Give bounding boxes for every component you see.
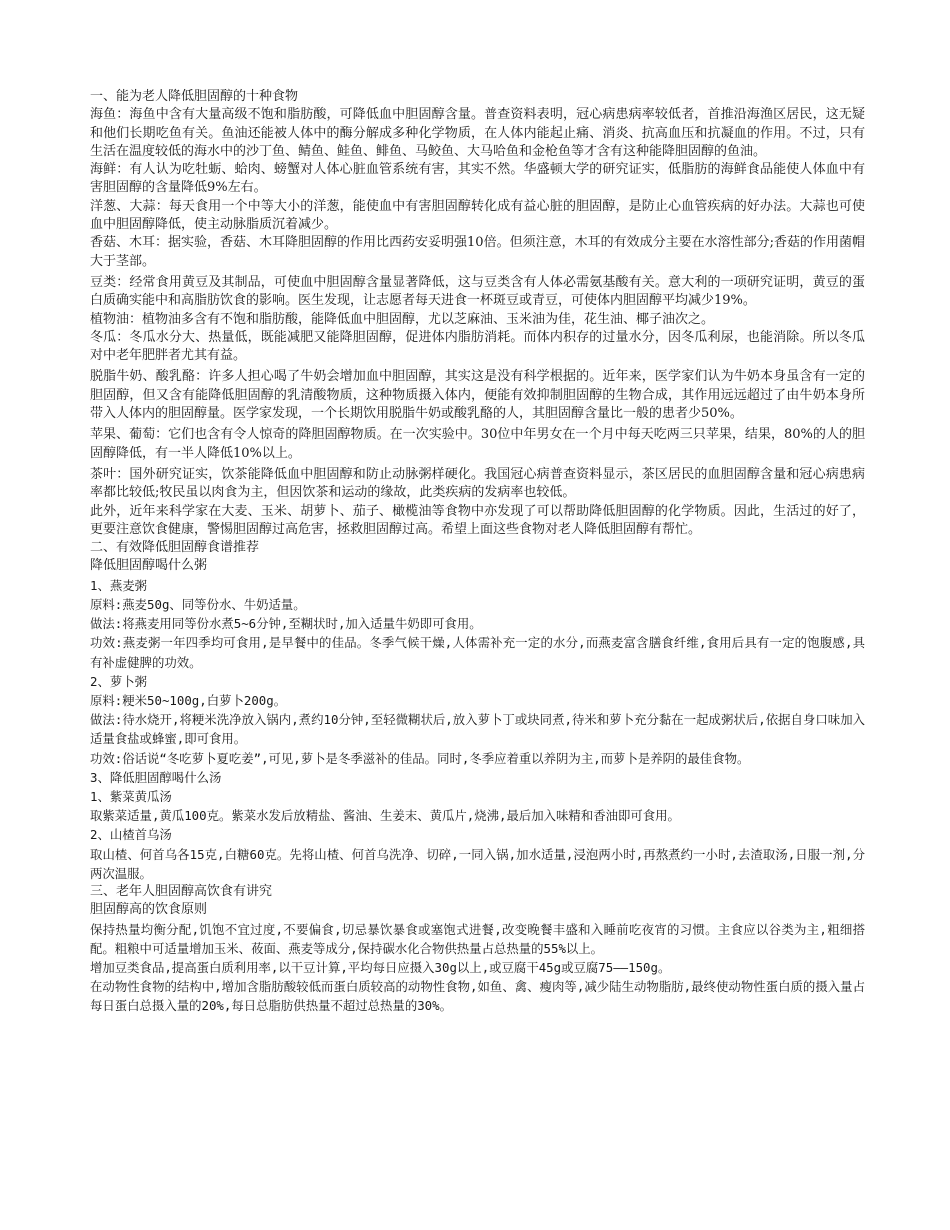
recipe-ingredients-radish: 原料:粳米50~100g,白萝卜200g。 (90, 692, 287, 708)
paragraph-conclusion: 此外，近年来科学家在大麦、玉米、胡萝卜、茄子、橄榄油等食物中亦发现了可以帮助降低胆固醇的化学物质。因此，生活过的好了，更要注意饮食健康，警惕胆固醇过高危害，拯救胆固醇过高。希望上面这些食物对老人降低胆固醇有帮忙。 (90, 503, 865, 537)
subheading-diet-principles: 胆固醇高的饮食原则 (90, 902, 208, 918)
diet-principle-protein: 在动物性食物的结构中,增加含脂肪酸较低而蛋白质较高的动物性食物,如鱼、禽、瘦肉等,减少陆生动物脂肪,最终使动物性蛋白质的摄入量占每日蛋白总摄入量的20%,每日总脂肪供热量不超过总热量的30%。 (90, 979, 865, 1014)
paragraph-mushroom-fungus: 香菇、木耳：据实验，香菇、木耳降胆固醇的作用比西药安妥明强10倍。但须注意，木耳的有效成分主要在水溶性部分;香菇的作用菌帽大于茎部。 (90, 235, 865, 269)
paragraph-apple-grape: 苹果、葡萄：它们也含有令人惊奇的降胆固醇物质。在一次实验中。30位中年男女在一个月中每天吃两三只苹果，结果，80%的人的胆固醇降低，有一半人降低10%以上。 (90, 427, 865, 461)
paragraph-tea: 茶叶：国外研究证实，饮茶能降低血中胆固醇和防止动脉粥样硬化。我国冠心病普查资料显示，茶区居民的血胆固醇含量和冠心病患病率都比较低;牧民虽以肉食为主，但因饮茶和运动的缘故，此类疾病的发病率也较低。 (90, 466, 865, 501)
subheading-soup: 3、降低胆固醇喝什么汤 (90, 769, 222, 785)
paragraph-skim-milk: 脱脂牛奶、酸乳酪：许多人担心喝了牛奶会增加血中胆固醇，其实这是没有科学根据的。近年来，医学家们认为牛奶本身虽含有一定的胆固醇，但又含有能降低胆固醇的乳清酸物质，这种物质摄入体内，便能有效抑制胆固醇的生物合成，其作用远远超过了由牛奶本身所带入人体内的胆固醇量。医学家发现，一个长期饮用脱脂牛奶或酸乳酪的人，其胆固醇含量比一般的患者少50%。 (90, 369, 865, 422)
recipe-title-seaweed-soup: 1、紫菜黄瓜汤 (90, 788, 172, 804)
paragraph-seafood: 海鲜：有人认为吃牡蛎、蛤肉、螃蟹对人体心脏血管系统有害，其实不然。华盛顿大学的研究证实，低脂肪的海鲜食品能使人体血中有害胆固醇的含量降低9%左右。 (90, 162, 865, 196)
recipe-method-hawthorn-soup: 取山楂、何首乌各15克,白糖60克。先将山楂、何首乌洗净、切碎,一同入锅,加水适量,浸泡两小时,再熬煮约一小时,去渣取汤,日服一剂,分两次温服。 (90, 846, 865, 881)
section-heading-diet: 三、老年人胆固醇高饮食有讲究 (90, 883, 273, 899)
subheading-porridge: 降低胆固醇喝什么粥 (90, 558, 208, 574)
section-heading-foods: 一、能为老人降低胆固醇的十种食物 (90, 89, 299, 104)
recipe-title-hawthorn-soup: 2、山楂首乌汤 (90, 827, 172, 843)
recipe-ingredients-oat: 原料:燕麦50g、同等份水、牛奶适量。 (90, 596, 306, 612)
recipe-effect-oat: 功效:燕麦粥一年四季均可食用,是早餐中的佳品。冬季气候干燥,人体需补充一定的水分,而燕麦富含膳食纤维,食用后具有一定的饱腹感,具有补虚健脾的功效。 (90, 635, 865, 670)
recipe-effect-radish: 功效:俗话说“冬吃萝卜夏吃姜”,可见,萝卜是冬季滋补的佳品。同时,冬季应着重以养阴为主,而萝卜是养阴的最佳食物。 (90, 750, 750, 766)
diet-principle-beans: 增加豆类食品,提高蛋白质利用率,以干豆计算,平均每日应摄入30g以上,或豆腐干45g或豆腐75——150g。 (90, 959, 671, 975)
paragraph-beans: 豆类：经常食用黄豆及其制品，可使血中胆固醇含量显著降低，这与豆类含有人体必需氨基酸有关。意大利的一项研究证明，黄豆的蛋白质确实能中和高脂肪饮食的影响。医生发现，让志愿者每天进食一杯斑豆或青豆，可使体内胆固醇平均减少19%。 (90, 274, 865, 309)
recipe-title-radish-porridge: 2、萝卜粥 (90, 673, 148, 689)
document-body (90, 88, 865, 1016)
paragraph-vegetable-oil: 植物油：植物油多含有不饱和脂肪酸，能降低血中胆固醇，尤以芝麻油、玉米油为佳，花生油、椰子油次之。 (90, 311, 715, 327)
section-heading-recipes: 二、有效降低胆固醇食谱推荐 (90, 540, 260, 556)
recipe-method-radish: 做法:待水烧开,将粳米洗净放入锅内,煮约10分钟,至轻微糊状后,放入萝卜丁或块同煮,待米和萝卜充分黏在一起成粥状后,依据自身口味加入适量食盐或蜂蜜,即可食用。 (90, 712, 865, 747)
recipe-title-oat-porridge: 1、燕麦粥 (90, 577, 148, 593)
paragraph-onion-garlic: 洋葱、大蒜：每天食用一个中等大小的洋葱，能使血中有害胆固醇转化成有益心脏的胆固醇，是防止心血管疾病的好办法。大蒜也可使血中胆固醇降低，使主动脉脂质沉着减少。 (90, 198, 865, 233)
diet-principle-balance: 保持热量均衡分配,饥饱不宜过度,不要偏食,切忌暴饮暴食或塞饱式进餐,改变晚餐丰盛和入睡前吃夜宵的习惯。主食应以谷类为主,粗细搭配。粗粮中可适量增加玉米、莜面、燕麦等成分,保持碳水化合物供热量占总热量的55%以上。 (90, 921, 865, 956)
recipe-method-oat: 做法:将燕麦用同等份水煮5~6分钟,至糊状时,加入适量牛奶即可食用。 (90, 616, 482, 632)
recipe-method-seaweed-soup: 取紫菜适量,黄瓜100克。紫菜水发后放精盐、酱油、生姜末、黄瓜片,烧沸,最后加入味精和香油即可食用。 (90, 808, 680, 824)
paragraph-sea-fish: 海鱼：海鱼中含有大量高级不饱和脂肪酸，可降低血中胆固醇含量。普查资料表明，冠心病患病率较低者，首推沿海渔区居民，这无疑和他们长期吃鱼有关。鱼油还能被人体中的酶分解成多种化学物质，在人体内能起止痛、消炎、抗高血压和抗凝血的作用。不过，只有生活在温度较低的海水中的沙丁鱼、鲭鱼、鲑鱼、鲱鱼、马鲛鱼、大马哈鱼和金枪鱼等才含有这种能降胆固醇的鱼油。 (90, 107, 865, 159)
paragraph-winter-melon: 冬瓜：冬瓜水分大、热量低，既能减肥又能降胆固醇，促进体内脂肪消耗。而体内积存的过量水分，因冬瓜利尿，也能消除。所以冬瓜对中老年肥胖者尤其有益。 (90, 329, 865, 364)
